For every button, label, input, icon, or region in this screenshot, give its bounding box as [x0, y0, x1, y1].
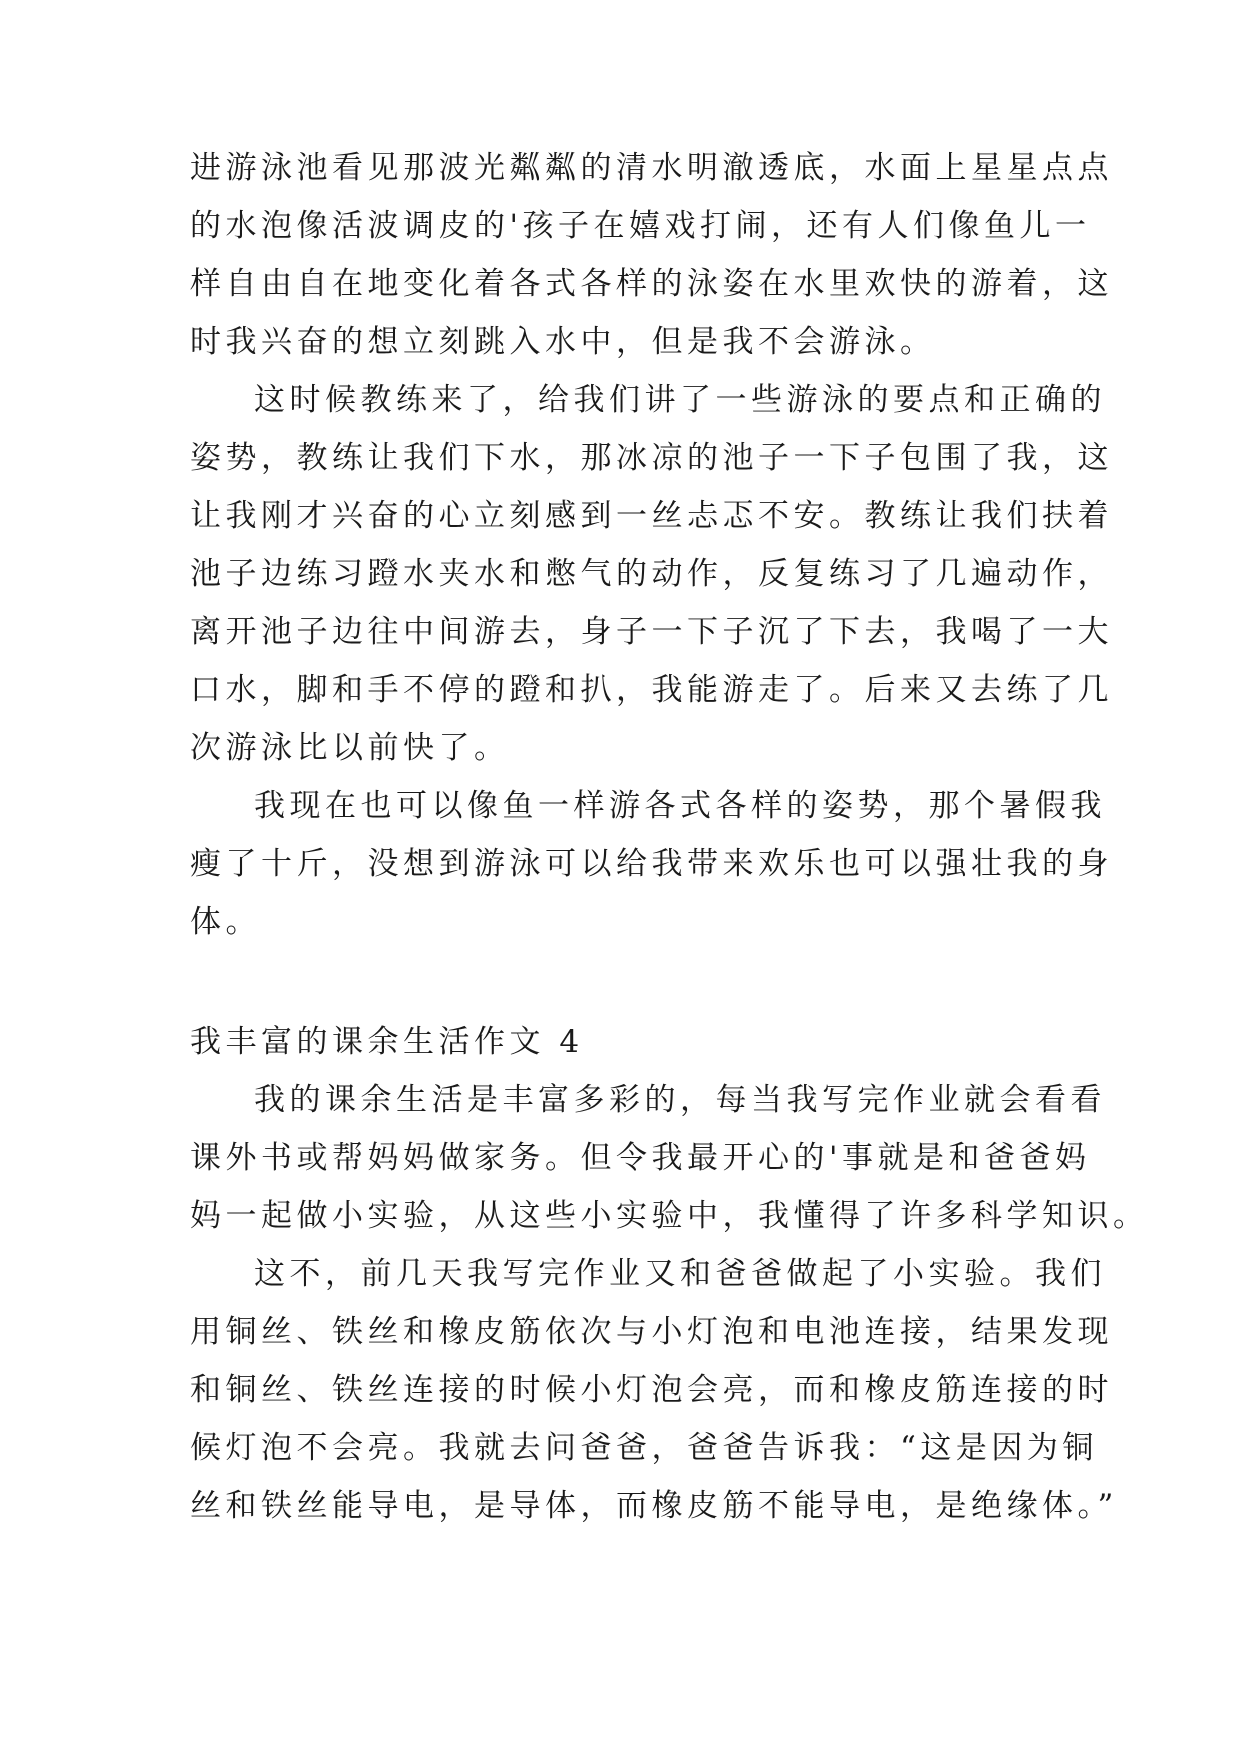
section-heading: 我丰富的课余生活作文 4 — [190, 1024, 584, 1060]
text-line-20: 和铜丝、铁丝连接的时候小灯泡会亮，而和橡皮筋连接的时 — [190, 1372, 1113, 1408]
text-line-8: 池子边练习蹬水夹水和憋气的动作，反复练习了几遍动作， — [190, 556, 1113, 592]
text-line-1: 进游泳池看见那波光粼粼的清水明澈透底，水面上星星点点 — [190, 150, 1113, 186]
text-line-2: 的水泡像活波调皮的'孩子在嬉戏打闹，还有人们像鱼儿一 — [190, 208, 1091, 244]
text-line-4: 时我兴奋的想立刻跳入水中，但是我不会游泳。 — [190, 324, 936, 360]
text-line-17: 妈一起做小实验，从这些小实验中，我懂得了许多科学知识。 — [190, 1198, 1149, 1234]
text-line-22: 丝和铁丝能导电，是导体，而橡皮筋不能导电，是绝缘体。” — [190, 1488, 1118, 1524]
text-line-11: 次游泳比以前快了。 — [190, 730, 510, 766]
text-line-13: 瘦了十斤，没想到游泳可以给我带来欢乐也可以强壮我的身 — [190, 846, 1113, 882]
text-line-21: 候灯泡不会亮。我就去问爸爸，爸爸告诉我：“这是因为铜 — [190, 1430, 1098, 1466]
text-line-5: 这时候教练来了，给我们讲了一些游泳的要点和正确的 — [254, 382, 1106, 418]
text-line-10: 口水，脚和手不停的蹬和扒，我能游走了。后来又去练了几 — [190, 672, 1113, 708]
text-line-6: 姿势，教练让我们下水，那冰凉的池子一下子包围了我，这 — [190, 440, 1113, 476]
text-line-14: 体。 — [190, 904, 261, 940]
text-line-9: 离开池子边往中间游去，身子一下子沉了下去，我喝了一大 — [190, 614, 1113, 650]
text-line-18: 这不，前几天我写完作业又和爸爸做起了小实验。我们 — [254, 1256, 1106, 1292]
text-line-16: 课外书或帮妈妈做家务。但令我最开心的'事就是和爸爸妈 — [190, 1140, 1091, 1176]
text-line-15: 我的课余生活是丰富多彩的，每当我写完作业就会看看 — [254, 1082, 1106, 1118]
text-line-19: 用铜丝、铁丝和橡皮筋依次与小灯泡和电池连接，结果发现 — [190, 1314, 1113, 1350]
text-line-12: 我现在也可以像鱼一样游各式各样的姿势，那个暑假我 — [254, 788, 1106, 824]
text-line-7: 让我刚才兴奋的心立刻感到一丝忐忑不安。教练让我们扶着 — [190, 498, 1113, 534]
text-line-3: 样自由自在地变化着各式各样的泳姿在水里欢快的游着，这 — [190, 266, 1113, 302]
